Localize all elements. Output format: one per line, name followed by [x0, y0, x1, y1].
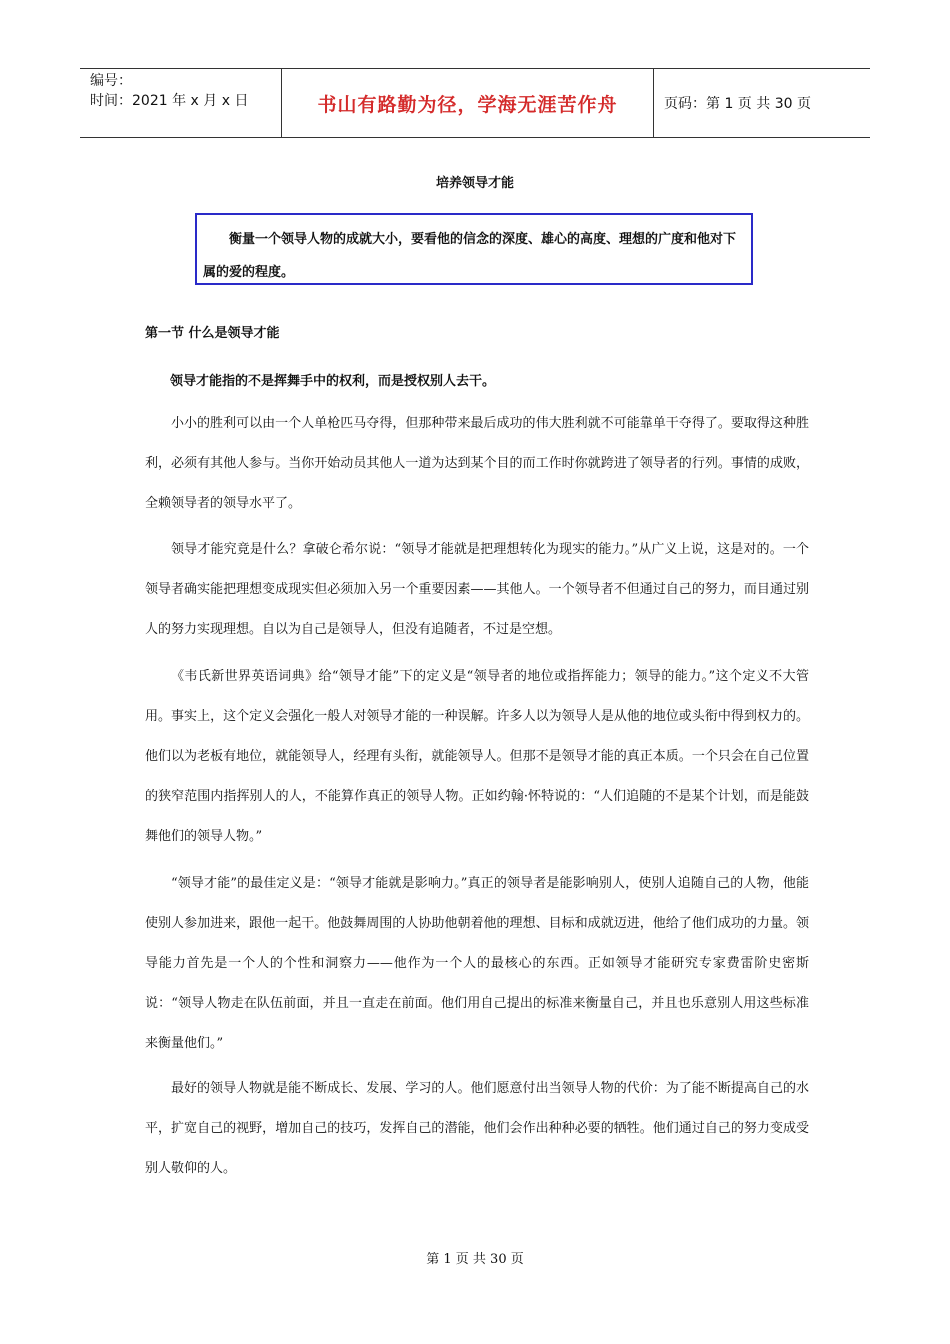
paragraph-5: 最好的领导人物就是能不断成长、发展、学习的人。他们愿意付出当领导人物的代价：为了能不断提高自己的水平，扩宽自己的视野，增加自己的技巧，发挥自己的潜能，他们会作出种种必要的牺牲。他们通过自己的努力变成受别人敬仰的人。 [145, 1081, 809, 1176]
quote-box [195, 213, 753, 285]
paragraph-1: 小小的胜利可以由一个人单枪匹马夺得，但那种带来最后成功的伟大胜利就不可能靠单干夺得了。要取得这种胜利，必须有其他人参与。当你开始动员其他人一道为达到某个目的而工作时你就跨进了领导者的行列。事情的成败，全赖领导者的领导水平了。 [145, 416, 809, 511]
paragraph-4: “领导才能”的最佳定义是：“领导才能就是影响力。”真正的领导者是能影响别人，使别人追随自己的人物，他能使别人参加进来，跟他一起干。他鼓舞周围的人协助他朝着他的理想、目标和成就迈进，他给了他们成功的力量。领导能力首先是一个人的个性和洞察力——他作为一个人的最核心的东西。正如领导才能研究专家费雷阶史密斯说：“领导人物走在队伍前面，并且一直走在前面。他们用自己提出的标准来衡量自己，并且也乐意别人用这些标准来衡量他们。” [145, 876, 809, 1051]
paragraph-3: 《韦氏新世界英语词典》给“领导才能”下的定义是“领导者的地位或指挥能力；领导的能力。”这个定义不大管用。事实上，这个定义会强化一般人对领导才能的一种误解。许多人以为领导人是从他的地位或头衔中得到权力的。他们以为老板有地位，就能领导人，经理有头衔，就能领导人。但那不是领导才能的真正本质。一个只会在自己位置的狭窄范围内指挥别人的人，不能算作真正的领导人物。正如约翰·怀特说的：“人们追随的不是某个计划，而是能鼓舞他们的领导人物。” [145, 669, 809, 844]
page-footer: 第 1 页 共 30 页 [426, 1252, 524, 1267]
document-title: 培养领导才能 [435, 176, 514, 191]
lead-sentence: 领导才能指的不是挥舞手中的权利，而是授权别人去干。 [170, 374, 496, 389]
section-heading: 第一节 什么是领导才能 [145, 326, 280, 341]
page-info: 页码：第 1 页 共 30 页 [664, 96, 811, 112]
number-label: 编号： [90, 73, 132, 89]
header-motto-cell [282, 69, 654, 137]
quote-text: 衡量一个领导人物的成就大小，要看他的信念的深度、雄心的高度、理想的广度和他对下属的爱的程度。 [203, 232, 737, 280]
time-label: 时间：2021 年 x 月 x 日 [90, 93, 249, 109]
header-page-cell [654, 69, 870, 137]
header-meta-cell [80, 69, 282, 137]
motto-text: 书山有路勤为径，学海无涯苦作舟 [317, 93, 618, 116]
document-header [80, 68, 870, 138]
paragraph-2: 领导才能究竟是什么？拿破仑希尔说：“领导才能就是把理想转化为现实的能力。”从广义上说，这是对的。一个领导者确实能把理想变成现实但必须加入另一个重要因素——其他人。一个领导者不但通过自己的努力，而目通过别人的努力实现理想。自以为自己是领导人，但没有追随者，不过是空想。 [145, 542, 809, 637]
